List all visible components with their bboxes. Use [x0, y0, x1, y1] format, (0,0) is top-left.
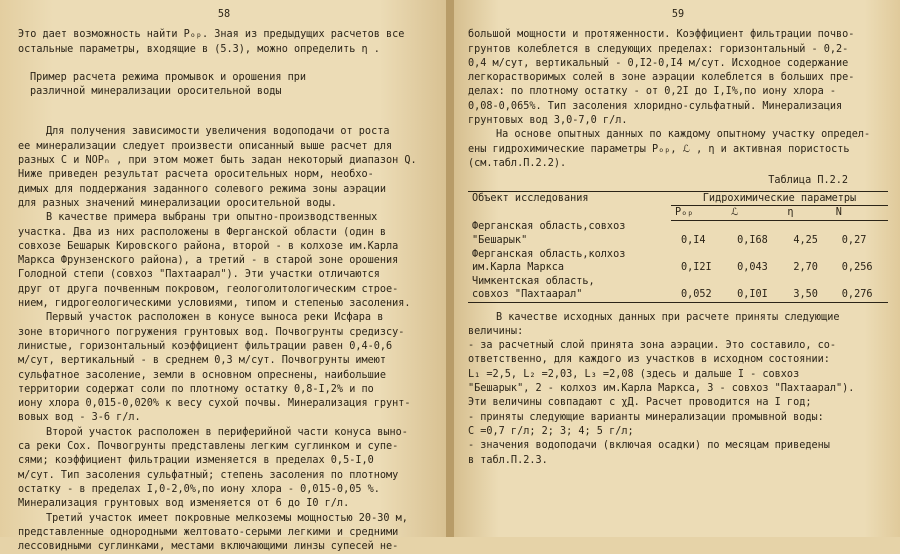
- text-line: ены гидрохимические параметры Pₒₚ, ℒ , η и активная пористость: [468, 143, 888, 157]
- table-cell: 0,I2I: [671, 248, 727, 275]
- table-row: [468, 275, 888, 303]
- table-cell: 0,276: [832, 275, 888, 303]
- text-line: - за расчетный слой принята зона аэрации. Это составило, со-: [468, 339, 888, 353]
- text-line: В качестве исходных данных при расчете приняты следующие: [468, 311, 888, 325]
- text-line: разных C и NOPₙ , при этом может быть задан некоторый диапазон Q.: [18, 154, 430, 168]
- column-group-header: Гидрохимические параметры: [671, 191, 888, 206]
- text-line: остатку - в пределах I,0-2,0%,по иону хлора - 0,015-0,05 %.: [18, 483, 430, 497]
- text-line: сульфатное засоление, земли в основном опреснены, наибольшие: [18, 369, 430, 383]
- text-line: нием, гидрогеологическими условиями, типом и степенью засоления.: [18, 297, 430, 311]
- text-line: димых для поддержания заданного солевого режима зоны аэрации: [18, 183, 430, 197]
- text-line: В качестве примера выбраны три опытно-производственных: [18, 211, 430, 225]
- text-line: са реки Сох. Почвогрунты представлены легким суглинком и супе-: [18, 440, 430, 454]
- text-line: иону хлора 0,015-0,020% к весу сухой почвы. Минерализация грунт-: [18, 397, 430, 411]
- text-line: L₁ =2,5, L₂ =2,03, L₃ =2,08 (здесь и дальше I - совхоз: [468, 368, 888, 382]
- text-line: остальные параметры, входящие в (5.3), можно определить η .: [18, 43, 430, 57]
- section-heading: Пример расчета режима промывок и орошения при: [30, 71, 430, 85]
- page-number: 59: [468, 8, 888, 22]
- text-line: На основе опытных данных по каждому опытному участку определ-: [468, 128, 888, 142]
- text-line: - значения водоподачи (включая осадки) по месяцам приведены: [468, 439, 888, 453]
- text-line: территории содержат соли по плотному остатку 0,8-I,2% и по: [18, 383, 430, 397]
- column-header: ℒ: [727, 206, 783, 221]
- text-line: м/сут. Тип засоления сульфатный; степень засоления по плотному: [18, 469, 430, 483]
- text-line: грунтовых вод 3,0-7,0 г/л.: [468, 114, 888, 128]
- table-row: [468, 220, 888, 248]
- text-line: представленные однородными желтовато-серыми легкими и средними: [18, 526, 430, 540]
- text-line: Для получения зависимости увеличения водоподачи от роста: [18, 125, 430, 139]
- right-page: [454, 0, 900, 537]
- left-page: [0, 0, 446, 537]
- table-cell: 0,052: [671, 275, 727, 303]
- text-line: Маркса Фрунзенского района), а третий - в старой зоне орошения: [18, 254, 430, 268]
- text-line: м/сут, вертикальный - в среднем 0,3 м/сут. Почвогрунты имеют: [18, 354, 430, 368]
- text-line: ответственно, для каждого из участков в исходном состоянии:: [468, 353, 888, 367]
- column-header-object: Объект исследования: [468, 191, 671, 220]
- table-cell: 0,I0I: [727, 275, 783, 303]
- text-line: 0,08-0,065%. Тип засоления хлоридно-сульфатный. Минерализация: [468, 100, 888, 114]
- text-line: 0,4 м/сут, вертикальный - 0,I2-0,I4 м/сут. Исходное содержание: [468, 57, 888, 71]
- text-line: участка. Два из них расположены в Ферганской области (один в: [18, 226, 430, 240]
- table-row: [468, 248, 888, 275]
- text-line: линистые, горизонтальный коэффициент фильтрации равен 0,4-0,6: [18, 340, 430, 354]
- text-line: Эти величины совпадают с χД. Расчет проводится на I год;: [468, 396, 888, 410]
- text-line: грунтов колеблется в следующих пределах: горизонтальный - 0,2-: [468, 43, 888, 57]
- book-gutter: [446, 0, 454, 537]
- column-header: Pₒₚ: [671, 206, 727, 221]
- column-header: η: [783, 206, 831, 221]
- text-line: в табл.П.2.3.: [468, 454, 888, 468]
- text-line: большой мощности и протяженности. Коэффициент фильтрации почво-: [468, 28, 888, 42]
- text-line: Третий участок имеет покровные мелкоземы мощностью 20-30 м,: [18, 512, 430, 526]
- text-line: совхозе Бешарык Кировского района, второй - в колхозе им.Карла: [18, 240, 430, 254]
- text-line: "Бешарык", 2 - колхоз им.Карла Маркса, 3 - совхоз "Пахтаарал").: [468, 382, 888, 396]
- table-cell: 2,70: [783, 248, 831, 275]
- text-line: ее минерализации следует произвести описанный выше расчет для: [18, 140, 430, 154]
- text-line: вовых вод - 3-6 г/л.: [18, 411, 430, 425]
- table-cell: 0,I68: [727, 220, 783, 248]
- text-line: для разных значений минерализации оросительной воды.: [18, 197, 430, 211]
- table-cell-object: Ферганская область,совхоз "Бешарык": [468, 220, 671, 248]
- text-line: легкорастворимых солей в зоне аэрации колеблется в больших пре-: [468, 71, 888, 85]
- text-line: Это дает возможность найти Pₒₚ. Зная из предыдущих расчетов все: [18, 28, 430, 42]
- table-cell-object: Чимкентская область, совхоз "Пахтаарал": [468, 275, 671, 303]
- hydrochemical-parameters-table: [468, 191, 888, 303]
- text-line: Голодной степи (совхоз "Пахтаарал"). Эти участки отличаются: [18, 268, 430, 282]
- table-cell: 0,256: [832, 248, 888, 275]
- text-line: лессовидными суглинками, местами включающими линзы супесей не-: [18, 540, 430, 554]
- text-line: друг от друга почвенным покровом, геологолитологическим строе-: [18, 283, 430, 297]
- table-caption: Таблица П.2.2: [468, 174, 848, 188]
- paragraph: [18, 125, 430, 211]
- paragraph: [18, 426, 430, 512]
- table-cell: 0,043: [727, 248, 783, 275]
- page-number: 58: [18, 8, 430, 22]
- text-line: Второй участок расположен в периферийной части конуса выно-: [18, 426, 430, 440]
- paragraph: [18, 311, 430, 425]
- table-cell: 0,I4: [671, 220, 727, 248]
- text-line: - приняты следующие варианты минерализации промывной воды:: [468, 411, 888, 425]
- column-header: N: [832, 206, 888, 221]
- text-line: величины:: [468, 325, 888, 339]
- text-line: зоне вторичного погружения грунтовых вод. Почвогрунты средизсу-: [18, 326, 430, 340]
- table-cell: 3,50: [783, 275, 831, 303]
- text-line: Ниже приведен результат расчета оросительных норм, необхо-: [18, 168, 430, 182]
- text-line: Первый участок расположен в конусе выноса реки Исфара в: [18, 311, 430, 325]
- table-cell-object: Ферганская область,колхоз им.Карла Маркса: [468, 248, 671, 275]
- table-cell: 0,27: [832, 220, 888, 248]
- paragraph: [18, 211, 430, 311]
- text-line: (см.табл.П.2.2).: [468, 157, 888, 171]
- text-line: делах: по плотному остатку - от 0,2I до I,I%,по иону хлора -: [468, 85, 888, 99]
- paragraph: [18, 512, 430, 554]
- table-cell: 4,25: [783, 220, 831, 248]
- text-line: Минерализация грунтовых вод изменяется от 6 до I0 г/л.: [18, 497, 430, 511]
- text-line: C =0,7 г/л; 2; 3; 4; 5 г/л;: [468, 425, 888, 439]
- section-heading: различной минерализации оросительной воды: [30, 85, 430, 99]
- text-line: сями; коэффициент фильтрации изменяется в пределах 0,5-I,0: [18, 454, 430, 468]
